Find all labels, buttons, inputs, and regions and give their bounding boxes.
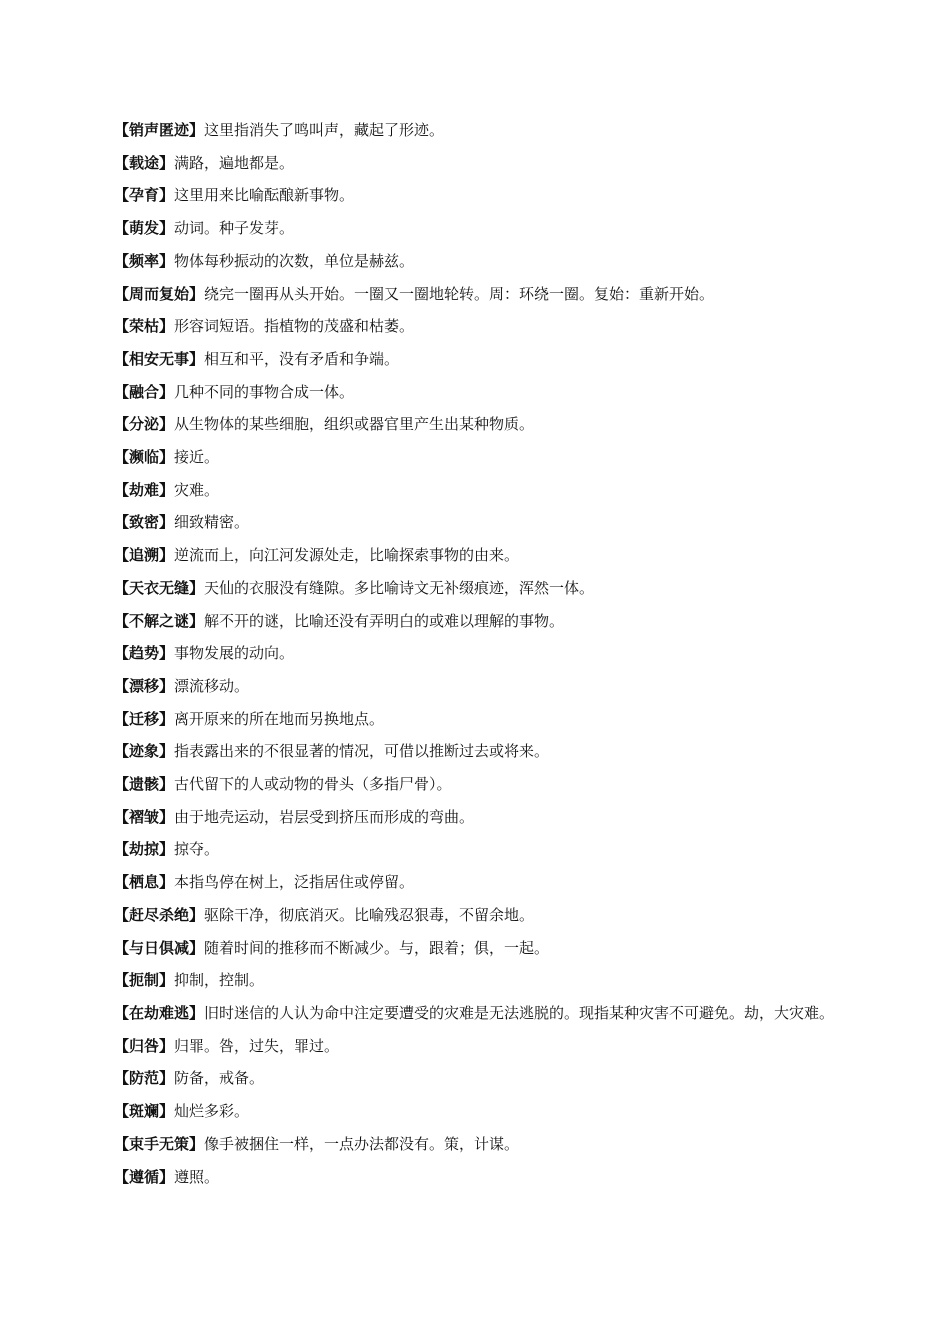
entry-term: 【迹象】 (114, 742, 175, 761)
entry-term: 【遗骸】 (114, 775, 175, 794)
entry-definition: 接近。 (174, 448, 220, 467)
entry-term: 【销声匿迹】 (114, 121, 205, 139)
entry-term: 【周而复始】 (114, 284, 205, 303)
list-item (114, 899, 856, 932)
vocabulary-list (114, 114, 856, 1193)
entry-definition: 满路，遍地都是。 (174, 153, 295, 172)
list-item (114, 376, 856, 409)
list-item (114, 506, 856, 539)
entry-definition: 指表露出来的不很显著的情况，可借以推断过去或将来。 (174, 742, 550, 761)
entry-definition: 归罪。咎，过失，罪过。 (174, 1036, 340, 1055)
entry-term: 【栖息】 (114, 873, 175, 892)
entry-term: 【褶皱】 (114, 807, 175, 826)
entry-definition: 事物发展的动向。 (174, 644, 295, 663)
list-item (114, 114, 856, 147)
list-item (114, 866, 856, 899)
entry-definition: 灾难。 (174, 480, 220, 499)
entry-definition: 这里指消失了鸣叫声，藏起了形迹。 (204, 121, 445, 139)
list-item (114, 245, 856, 278)
entry-definition: 几种不同的事物合成一体。 (174, 382, 355, 401)
entry-term: 【束手无策】 (114, 1134, 205, 1153)
list-item (114, 212, 856, 245)
list-item (114, 179, 856, 212)
entry-term: 【不解之谜】 (114, 611, 205, 630)
list-item (114, 1030, 856, 1063)
list-item (114, 1128, 856, 1161)
list-item (114, 572, 856, 605)
entry-definition: 从生物体的某些细胞，组织或器官里产生出某种物质。 (174, 415, 535, 434)
entry-definition: 细致精密。 (174, 513, 250, 532)
entry-definition: 这里用来比喻酝酿新事物。 (174, 186, 355, 205)
entry-term: 【赶尽杀绝】 (114, 905, 205, 924)
entry-term: 【迁移】 (114, 709, 175, 728)
entry-term: 【遵循】 (114, 1167, 175, 1186)
list-item (114, 605, 856, 638)
entry-term: 【天衣无缝】 (114, 578, 205, 597)
entry-term: 【分泌】 (114, 415, 175, 434)
entry-term: 【劫掠】 (114, 840, 175, 859)
entry-definition: 由于地壳运动，岩层受到挤压而形成的弯曲。 (174, 807, 475, 826)
entry-definition: 物体每秒振动的次数，单位是赫兹。 (174, 251, 415, 270)
entry-term: 【趋势】 (114, 644, 175, 663)
entry-term: 【频率】 (114, 251, 175, 270)
entry-definition: 天仙的衣服没有缝隙。多比喻诗文无补缀痕迹，浑然一体。 (204, 578, 595, 597)
entry-term: 【载途】 (114, 153, 175, 172)
entry-term: 【与日俱减】 (114, 938, 205, 957)
list-item (114, 310, 856, 343)
list-item (114, 408, 856, 441)
entry-term: 【融合】 (114, 382, 175, 401)
entry-definition: 像手被捆住一样，一点办法都没有。策，计谋。 (204, 1134, 520, 1153)
entry-definition: 掠夺。 (174, 840, 220, 859)
entry-term: 【追溯】 (114, 546, 175, 565)
list-item (114, 343, 856, 376)
entry-term: 【濒临】 (114, 448, 175, 467)
entry-definition: 防备，戒备。 (174, 1069, 265, 1088)
list-item (114, 670, 856, 703)
entry-definition: 随着时间的推移而不断减少。与，跟着；俱，一起。 (204, 938, 550, 957)
list-item (114, 932, 856, 965)
entry-term: 【斑斓】 (114, 1102, 175, 1121)
entry-definition: 动词。种子发芽。 (174, 219, 295, 238)
list-item (114, 997, 856, 1030)
list-item (114, 1062, 856, 1095)
entry-term: 【致密】 (114, 513, 175, 532)
entry-definition: 古代留下的人或动物的骨头（多指尸骨）。 (174, 775, 452, 794)
list-item (114, 539, 856, 572)
entry-definition: 离开原来的所在地而另换地点。 (174, 709, 385, 728)
list-item (114, 964, 856, 997)
entry-term: 【相安无事】 (114, 349, 205, 368)
entry-definition: 旧时迷信的人认为命中注定要遭受的灾难是无法逃脱的。现指某种灾害不可避免。劫，大灾难。 (204, 1003, 835, 1022)
list-item (114, 833, 856, 866)
entry-definition: 本指鸟停在树上，泛指居住或停留。 (174, 873, 415, 892)
entry-term: 【防范】 (114, 1069, 175, 1088)
entry-definition: 灿烂多彩。 (174, 1102, 250, 1121)
list-item (114, 703, 856, 736)
entry-term: 【劫难】 (114, 480, 175, 499)
entry-definition: 逆流而上，向江河发源处走，比喻探索事物的由来。 (174, 546, 520, 565)
list-item (114, 441, 856, 474)
entry-term: 【归咎】 (114, 1036, 175, 1055)
list-item (114, 637, 856, 670)
entry-definition: 相互和平，没有矛盾和争端。 (204, 349, 400, 368)
entry-term: 【荣枯】 (114, 317, 175, 336)
entry-term: 【孕育】 (114, 186, 175, 205)
entry-definition: 解不开的谜，比喻还没有弄明白的或难以理解的事物。 (204, 611, 565, 630)
list-item (114, 1095, 856, 1128)
list-item (114, 474, 856, 507)
list-item (114, 1161, 856, 1194)
entry-definition: 遵照。 (174, 1167, 220, 1186)
entry-term: 【在劫难逃】 (114, 1003, 205, 1022)
entry-definition: 抑制，控制。 (174, 971, 265, 990)
entry-definition: 形容词短语。指植物的茂盛和枯萎。 (174, 317, 415, 336)
entry-term: 【漂移】 (114, 676, 175, 695)
list-item (114, 801, 856, 834)
list-item (114, 147, 856, 180)
list-item (114, 735, 856, 768)
list-item (114, 768, 856, 801)
entry-definition: 漂流移动。 (174, 676, 250, 695)
entry-term: 【萌发】 (114, 219, 175, 238)
entry-term: 【扼制】 (114, 971, 175, 990)
entry-definition: 驱除干净，彻底消灭。比喻残忍狠毒，不留余地。 (204, 905, 535, 924)
entry-definition: 绕完一圈再从头开始。一圈又一圈地轮转。周：环绕一圈。复始：重新开始。 (204, 284, 715, 303)
list-item (114, 278, 856, 311)
